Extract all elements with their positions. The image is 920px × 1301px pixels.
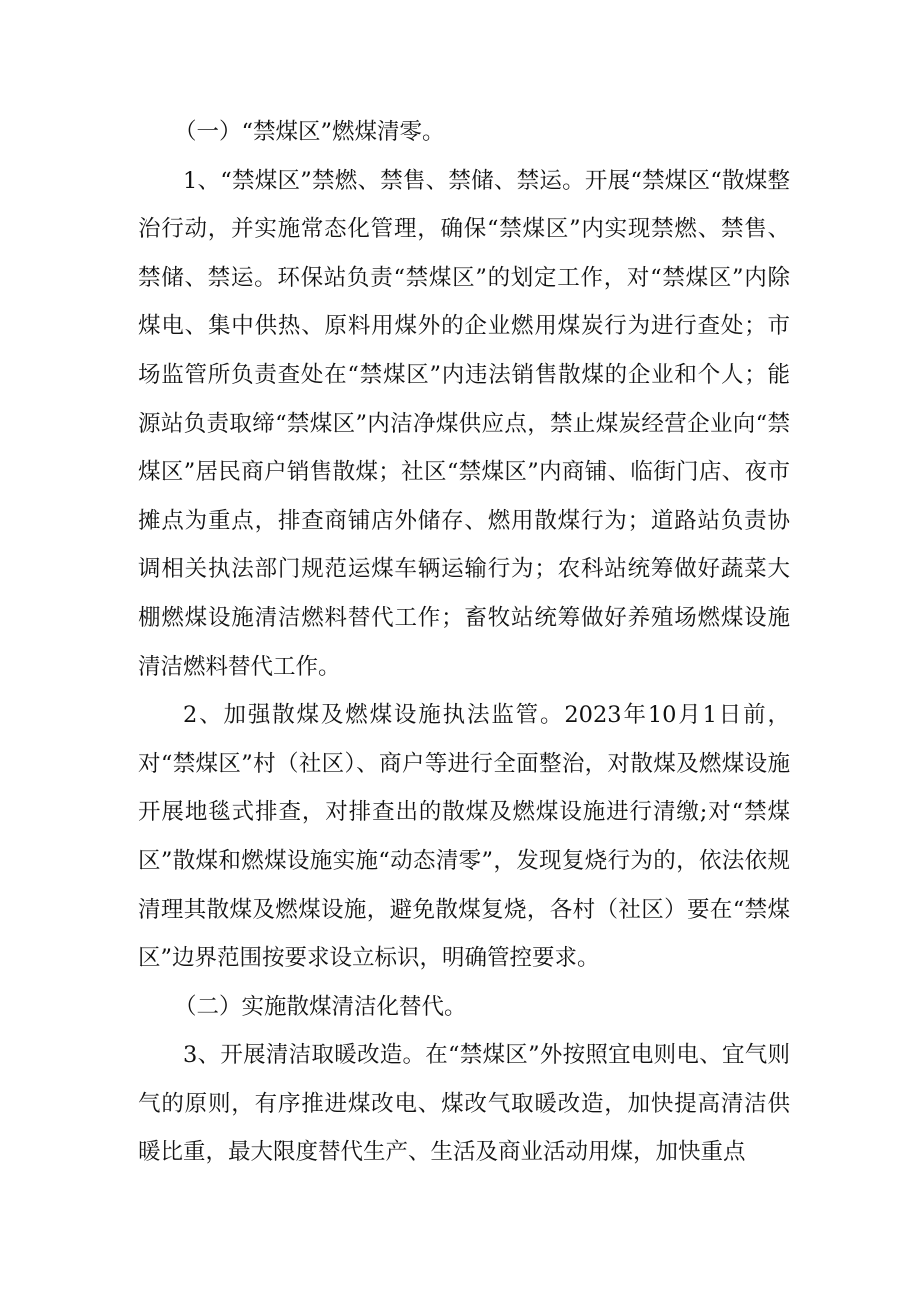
document-body (138, 108, 790, 1177)
paragraph-2: 2、加强散煤及燃煤设施执法监管。2023年10月1日前，对“禁煤区”村（社区）、商户等进行全面整治，对散煤及燃煤设施开展地毯式排查，对排查出的散煤及燃煤设施进行清缴;对“禁煤区”散煤和燃煤设施实施“动态清零”，发现复烧行为的，依法依规清理其散煤及燃煤设施，避免散煤复烧，各村（社区）要在“禁煤区”边界范围按要求设立标识，明确管控要求。 (138, 702, 790, 972)
paragraph-3: 3、开展清洁取暖改造。在“禁煤区”外按照宜电则电、宜气则气的原则，有序推进煤改电、煤改气取暖改造，加快提高清洁供暖比重，最大限度替代生产、生活及商业活动用煤，加快重点 (138, 1042, 790, 1166)
section-heading-2: （二）实施散煤清洁化替代。 (174, 993, 467, 1020)
section-heading-1: （一）“禁煤区”燃煤清零。 (174, 119, 445, 145)
paragraph-1: 1、“禁煤区”禁燃、禁售、禁储、禁运。开展“禁煤区“散煤整治行动，并实施常态化管理，确保“禁煤区”内实现禁燃、禁售、禁储、禁运。环保站负责“禁煤区”的划定工作，对“禁煤区”内除煤电、集中供热、原料用煤外的企业燃用煤炭行为进行查处；市场监管所负责查处在“禁煤区”内违法销售散煤的企业和个人；能源站负责取缔“禁煤区”内洁净煤供应点，禁止煤炭经营企业向“禁煤区”居民商户销售散煤；社区“禁煤区”内商铺、临街门店、夜市摊点为重点，排查商铺店外储存、燃用散煤行为；道路站负责协调相关执法部门规范运煤车辆运输行为；农科站统筹做好蔬菜大棚燃煤设施清洁燃料替代工作；畜牧站统筹做好养殖场燃煤设施清洁燃料替代工作。 (138, 167, 790, 680)
